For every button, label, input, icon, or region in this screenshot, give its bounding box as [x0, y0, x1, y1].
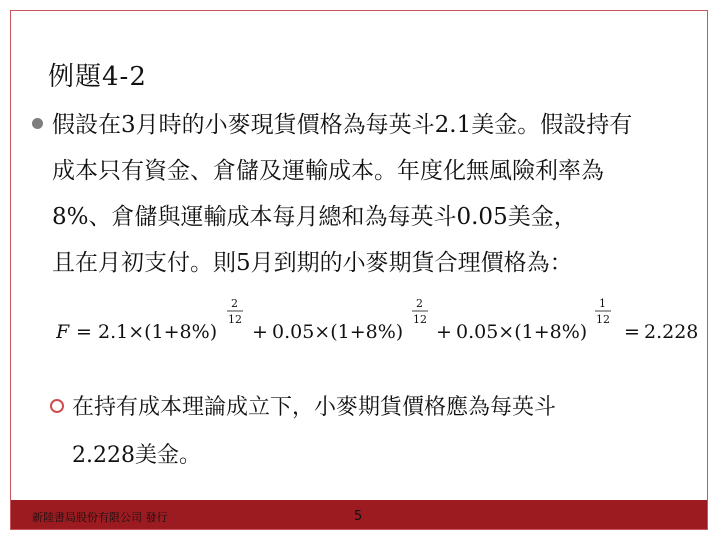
exponent-2-denominator: 12 — [413, 313, 427, 326]
formula-term-1: 2.1×(1+8%) — [98, 321, 218, 343]
sub-bullet-paragraph — [72, 384, 692, 480]
sub-bullet-circle-icon — [50, 399, 64, 413]
formula-equals-2: = — [624, 321, 640, 343]
formula-equals: = — [76, 321, 92, 343]
exponent-1-numerator: 2 — [231, 297, 238, 310]
formula-term-3: 0.05×(1+8%) — [456, 321, 588, 343]
page-number: 5 — [354, 509, 363, 524]
bullet-paragraph — [52, 102, 692, 286]
bullet-dot-icon — [32, 118, 43, 129]
paragraph-line: 假設在3月時的小麥現貨價格為每英斗2.1美金。假設持有 — [52, 112, 633, 138]
paragraph-line: 8%、倉儲與運輸成本每月總和為每英斗0.05美金， — [52, 204, 577, 230]
paragraph-line: 且在月初支付。則5月到期的小麥期貨合理價格為： — [52, 250, 573, 276]
exponent-2-numerator: 2 — [416, 297, 423, 310]
paragraph-line: 成本只有資金、倉儲及運輸成本。年度化無風險利率為 — [52, 158, 604, 184]
paragraph-line: 2.228美金。 — [72, 443, 201, 468]
formula-term-2: 0.05×(1+8%) — [272, 321, 404, 343]
formula-plus-1: + — [252, 321, 268, 343]
formula-result: 2.228 — [644, 321, 699, 343]
price-formula — [56, 292, 706, 352]
slide-title: 例題4-2 — [48, 62, 147, 92]
formula-plus-2: + — [436, 321, 452, 343]
exponent-1-denominator: 12 — [228, 313, 242, 326]
footer-publisher: 新陸書局股份有限公司 發行 — [32, 511, 168, 524]
exponent-3-numerator: 1 — [599, 297, 606, 310]
formula-graphic — [56, 292, 706, 352]
paragraph-line: 在持有成本理論成立下，小麥期貨價格應為每英斗 — [72, 395, 557, 420]
formula-lhs: F — [56, 321, 70, 343]
exponent-3-denominator: 12 — [596, 313, 610, 326]
